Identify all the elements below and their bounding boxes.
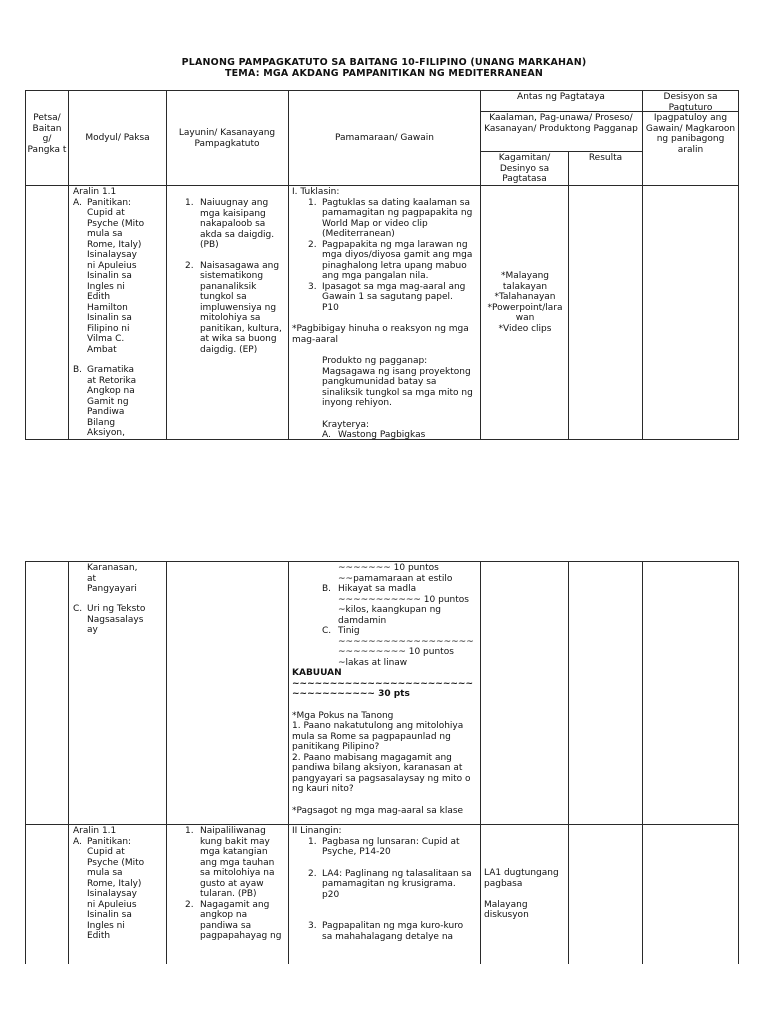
list-marker: A. xyxy=(73,836,82,847)
list-marker: 2. xyxy=(308,239,317,250)
layunin-item-1: Naiuugnay ang mga kaisipang nakapaloob sa akda sa daigdig. (PB) xyxy=(200,198,275,250)
table-border xyxy=(568,151,569,440)
document-title: PLANONG PAMPAGKATUTO SA BAITANG 10-FILIPINO (UNANG MARKAHAN) xyxy=(181,57,587,68)
table-border xyxy=(68,90,69,440)
tuklasin-heading: I. Tuklasin: xyxy=(292,187,340,197)
linangin-heading: II Linangin: xyxy=(292,826,342,836)
krayterya-item-a: Wastong Pagbigkas xyxy=(338,430,426,440)
column-header-desisyon: Desisyon sa Pagtuturo xyxy=(663,92,718,113)
column-header-antas: Antas ng Pagtataya xyxy=(517,92,605,102)
column-header-kaalaman: Kaalaman, Pag-unawa/ Proseso/ Kasanayan/ Produktong Pagganap xyxy=(484,113,638,134)
table-border xyxy=(25,90,26,440)
column-header-layunin: Layunin/ Kasanayang Pampagkatuto xyxy=(178,128,276,149)
table-border xyxy=(480,90,481,440)
layunin-item-1: Naipaliliwanag kung bakit may mga katangian ang mga tauhan sa mitolohiya na gusto at ayaw tularan. (PB) xyxy=(200,826,275,899)
aralin-label: Aralin 1.1 xyxy=(73,826,117,836)
gawain-item-1: Pagtuklas sa dating kaalaman sa pamamagitan ng pagpapakita ng World Map or video clip (Mediterranean) xyxy=(322,197,473,239)
modyul-item-a: Panitikan: Cupid at Psyche (Mito mula sa Rome, Italy) Isinalaysay ni Apuleius Isinalin sa Ingles ni Edith Hamilton Isinalin sa Filipino ni Vilma C. Ambat xyxy=(87,197,145,355)
linangin-item-3: Pagpapalitan ng mga kuro-kuro sa mahahalagang detalye na xyxy=(322,921,464,942)
column-header-ipagpatuloy: Ipagpatuloy ang Gawain/ Magkaroon ng panibagong aralin xyxy=(645,113,736,155)
kabuuan-total: ~~~~~~~~~~~ 30 pts xyxy=(292,689,410,699)
list-marker: 3. xyxy=(308,921,317,931)
modyul-item-b: Gramatika at Retorika Angkop na Gamit ng Pandiwa Bilang Aksiyon, xyxy=(87,365,137,438)
column-header-resulta: Resulta xyxy=(588,153,623,163)
column-header-kagamitan: Kagamitan/ Desinyo sa Pagtatasa xyxy=(498,153,551,184)
kagamitan-cell-row2: LA1 dugtungang pagbasa Malayang diskusyon xyxy=(484,868,559,920)
table-border xyxy=(25,90,739,91)
layunin-item-2: Nagagamit ang angkop na pandiwa sa pagpapahayag ng xyxy=(200,899,282,941)
table-border xyxy=(166,561,167,964)
table-border xyxy=(480,151,642,152)
document-theme: TEMA: MGA AKDANG PAMPANITIKAN NG MEDITERRANEAN xyxy=(224,68,544,79)
pamamaraan-cell-row2 xyxy=(292,826,478,942)
list-marker: 2. xyxy=(185,899,194,910)
gawain-item-3: Ipasagot sa mga mag-aaral ang Gawain 1 sa sagutang papel. P10 xyxy=(322,281,466,313)
layunin-cell xyxy=(185,198,287,355)
list-marker: 3. xyxy=(308,281,317,292)
pamamaraan-cell-continued xyxy=(292,563,478,816)
pamamaraan-cell xyxy=(292,187,478,441)
layunin-item-2: Naisasagawa ang sistematikong pananaliksik tungkol sa impluwensiya ng mitolohiya sa panitikan, kultura, at wika sa buong daigdig. (EP) xyxy=(200,260,282,355)
list-marker: C. xyxy=(73,604,83,614)
modyul-item-a: Panitikan: Cupid at Psyche (Mito mula sa Rome, Italy) Isinalaysay ni Apuleius Isinalin sa Ingles ni Edith xyxy=(87,836,145,941)
produkto-block: Produkto ng pagganap: Magsagawa ng isang proyektong pangkumunidad batay sa sinaliksik tungkol sa mga mito ng inyong rehiyon. xyxy=(322,356,473,408)
table-border xyxy=(25,824,739,825)
krayterya-item-c: Tinig ~~~~~~~~~~~~~~~~~~ ~~~~~~~~~ 10 puntos ~lakas at linaw xyxy=(338,626,474,668)
list-marker: 2. xyxy=(185,260,194,271)
table-border xyxy=(288,561,289,964)
column-header-petsa: Petsa/ Baitan g/ Pangka t xyxy=(27,113,67,155)
kabuuan-label: KABUUAN xyxy=(292,668,342,678)
table-border xyxy=(166,90,167,440)
table-border xyxy=(25,561,26,964)
column-header-modyul: Modyul/ Paksa xyxy=(85,133,150,143)
table-border xyxy=(480,561,481,964)
aralin-label: Aralin 1.1 xyxy=(73,187,117,197)
table-border xyxy=(738,90,739,440)
table-border xyxy=(738,561,739,964)
list-marker: B. xyxy=(73,365,83,375)
modyul-item-c: C. Uri ng Teksto Nagsasalays ay xyxy=(73,604,146,635)
krayterya-item-a-continued: ~~~~~~~ 10 puntos ~~pamamaraan at estilo xyxy=(338,563,453,584)
gawain-item-2: Pagpapakita ng mga larawan ng mga diyos/diyosa gamit ang mga pinaghalong letra upang mabuo ang mga pangalan nila. xyxy=(322,239,473,281)
pagsagot-note: *Pagsagot ng mga mag-aaral sa klase xyxy=(292,805,464,816)
list-marker: A. xyxy=(73,197,82,208)
table-border xyxy=(25,561,739,562)
table-border xyxy=(288,90,289,440)
pokus-tanong: *Mga Pokus na Tanong 1. Paano nakatutulong ang mitolohiya mula sa Rome sa pagpapaunlad ng panitikang Pilipino? 2. Paano mabisang magagamit ang pandiwa bilang aksiyon, karanasan at pangyayari sa pagsasalaysay ng mito o ng kauri nito? xyxy=(292,710,471,794)
list-marker: 1. xyxy=(308,197,317,208)
list-marker: C. xyxy=(322,626,332,636)
linangin-item-2: LA4: Paglinang ng talasalitaan sa pamamagitan ng krusigrama. p20 xyxy=(322,868,472,900)
kagamitan-cell: *Malayang talakayan *Talahanayan *Powerpoint/lara wan *Video clips xyxy=(487,271,563,334)
table-border xyxy=(568,561,569,964)
linangin-item-1: Pagbasa ng lunsaran: Cupid at Psyche, P14-20 xyxy=(322,836,460,857)
modyul-cell-row2 xyxy=(73,826,165,942)
kabuuan-line: ~~~~~~~~~~~~~~~~~~~~~~~~ xyxy=(292,678,473,689)
table-border xyxy=(68,561,69,964)
krayterya-item-b: Hikayat sa madla ~~~~~~~~~~~ 10 puntos ~kilos, kaangkupan ng damdamin xyxy=(338,584,469,626)
modyul-cell-continued: Karanasan, at Pangyayari xyxy=(87,563,138,594)
list-marker: A. xyxy=(322,430,331,440)
list-marker: 1. xyxy=(185,826,194,836)
modyul-cell xyxy=(73,187,165,439)
list-marker: B. xyxy=(322,584,332,594)
list-marker: 1. xyxy=(185,198,194,208)
table-border xyxy=(25,185,739,186)
hinuha-note: *Pagbibigay hinuha o reaksyon ng mga mag-aaral xyxy=(292,324,469,345)
table-border xyxy=(642,561,643,964)
list-marker: 2. xyxy=(308,868,317,879)
table-border xyxy=(642,90,643,440)
list-marker: 1. xyxy=(308,836,317,847)
column-header-pamamaraan: Pamamaraan/ Gawain xyxy=(335,133,434,143)
krayterya-label: Krayterya: xyxy=(322,419,370,430)
layunin-cell-row2 xyxy=(185,826,287,942)
